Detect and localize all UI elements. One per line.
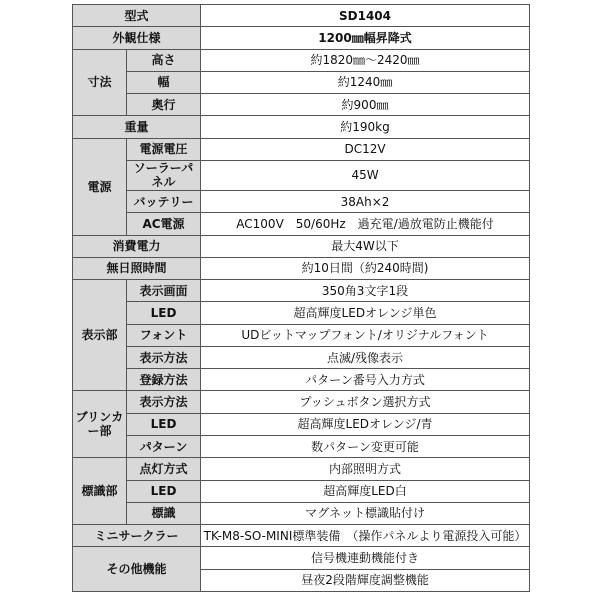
spec-table <box>72 4 530 592</box>
sublabel-register: 登録方法 <box>127 369 201 391</box>
row-no-sun <box>73 257 530 279</box>
value-pattern: 数パターン変更可能 <box>201 435 530 457</box>
value-no-sun: 約10日間（約240時間) <box>201 257 530 279</box>
value-battery: 38Ah×2 <box>201 191 530 213</box>
row-model <box>73 5 530 27</box>
value-consumption: 最大4W以下 <box>201 235 530 257</box>
label-power: 電源 <box>73 138 127 235</box>
value-mini-circle: TK-M8-SO-MINI標準装備 （操作パネルより電源投入可能） <box>201 525 530 547</box>
label-display: 表示部 <box>73 280 127 391</box>
sublabel-height: 高さ <box>127 49 201 71</box>
row-consumption <box>73 235 530 257</box>
sublabel-pattern: パターン <box>127 435 201 457</box>
value-other-1: 信号機連動機能付き <box>201 547 530 569</box>
sublabel-solar: ソーラーパネル <box>127 160 201 190</box>
value-ac: AC100V 50/60Hz 過充電/過放電防止機能付 <box>201 213 530 235</box>
label-weight: 重量 <box>73 116 201 138</box>
value-blinker-method: プッシュボタン選択方式 <box>201 391 530 413</box>
row-display-font <box>73 324 530 346</box>
label-mini-circle: ミニサークラー <box>73 525 201 547</box>
value-sign-led: 超高輝度LED白 <box>201 480 530 502</box>
sublabel-battery: バッテリー <box>127 191 201 213</box>
sublabel-blinker-led: LED <box>127 413 201 435</box>
row-sign-plate <box>73 502 530 524</box>
label-appearance: 外観仕様 <box>73 27 201 49</box>
sublabel-blinker-method: 表示方法 <box>127 391 201 413</box>
sublabel-sign-led: LED <box>127 480 201 502</box>
row-other-1 <box>73 547 530 569</box>
sublabel-screen: 表示画面 <box>127 280 201 302</box>
value-lighting: 内部照明方式 <box>201 458 530 480</box>
value-height: 約1820㎜～2420㎜ <box>201 49 530 71</box>
row-display-led <box>73 302 530 324</box>
row-blinker-method <box>73 391 530 413</box>
value-model: SD1404 <box>201 5 530 27</box>
row-power-solar <box>73 160 530 190</box>
label-no-sun: 無日照時間 <box>73 257 201 279</box>
row-appearance <box>73 27 530 49</box>
value-weight: 約190kg <box>201 116 530 138</box>
sublabel-depth: 奥行 <box>127 94 201 116</box>
value-depth: 約900㎜ <box>201 94 530 116</box>
value-blinker-led: 超高輝度LEDオレンジ/青 <box>201 413 530 435</box>
value-display-led: 超高輝度LEDオレンジ単色 <box>201 302 530 324</box>
row-dim-height <box>73 49 530 71</box>
sublabel-display-led: LED <box>127 302 201 324</box>
label-model: 型式 <box>73 5 201 27</box>
row-mini-circle <box>73 525 530 547</box>
value-font: UDビットマップフォント/オリジナルフォント <box>201 324 530 346</box>
label-sign: 標識部 <box>73 458 127 525</box>
row-dim-width <box>73 71 530 93</box>
value-register: パターン番号入力方式 <box>201 369 530 391</box>
sublabel-display-method: 表示方法 <box>127 346 201 368</box>
row-display-register <box>73 369 530 391</box>
sublabel-lighting: 点灯方式 <box>127 458 201 480</box>
label-dimensions: 寸法 <box>73 49 127 116</box>
sublabel-font: フォント <box>127 324 201 346</box>
value-sign-plate: マグネット標識貼付け <box>201 502 530 524</box>
row-sign-lighting <box>73 458 530 480</box>
value-voltage: DC12V <box>201 138 530 160</box>
value-appearance: 1200㎜幅昇降式 <box>201 27 530 49</box>
value-other-2: 昼夜2段階輝度調整機能 <box>201 569 530 591</box>
sublabel-ac: AC電源 <box>127 213 201 235</box>
sublabel-width: 幅 <box>127 71 201 93</box>
row-display-method <box>73 346 530 368</box>
value-display-method: 点滅/残像表示 <box>201 346 530 368</box>
row-power-ac <box>73 213 530 235</box>
label-blinker: ブリンカー部 <box>73 391 127 458</box>
sublabel-sign-plate: 標識 <box>127 502 201 524</box>
value-screen: 350角3文字1段 <box>201 280 530 302</box>
row-sign-led <box>73 480 530 502</box>
value-solar: 45W <box>201 160 530 190</box>
label-other: その他機能 <box>73 547 201 592</box>
row-power-voltage <box>73 138 530 160</box>
label-consumption: 消費電力 <box>73 235 201 257</box>
value-width: 約1240㎜ <box>201 71 530 93</box>
sublabel-voltage: 電源電圧 <box>127 138 201 160</box>
row-blinker-pattern <box>73 435 530 457</box>
row-display-screen <box>73 280 530 302</box>
row-weight <box>73 116 530 138</box>
row-power-battery <box>73 191 530 213</box>
row-blinker-led <box>73 413 530 435</box>
row-dim-depth <box>73 94 530 116</box>
